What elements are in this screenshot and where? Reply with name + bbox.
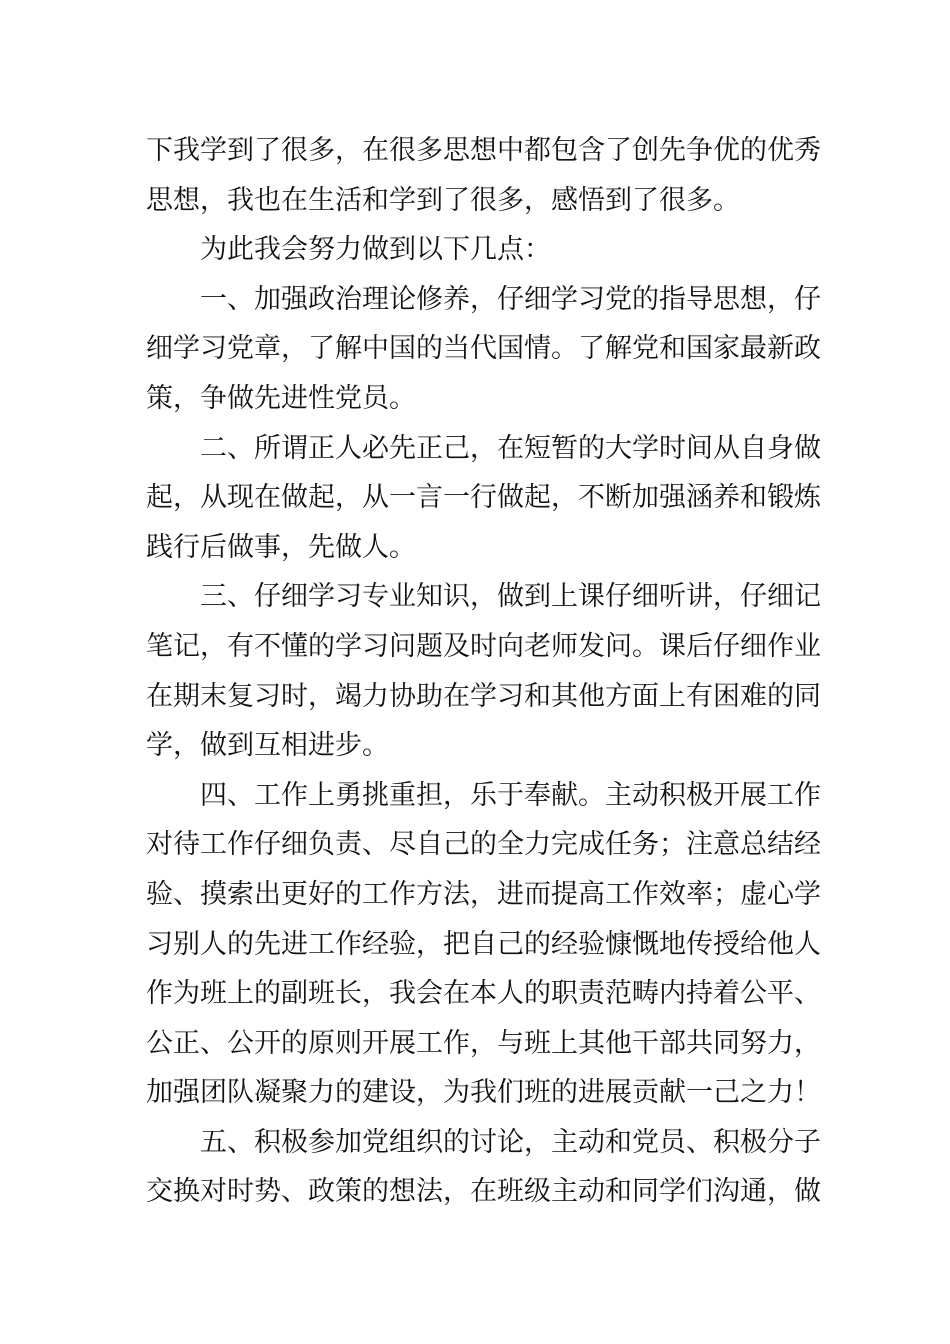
text-line: 对待工作仔细负责、尽自己的全力完成任务；注意总结经: [146, 829, 821, 861]
text-line: 在期末复习时，竭力协助在学习和其他方面上有困难的同: [146, 680, 821, 712]
text-line: 践行后做事，先做人。: [146, 531, 416, 563]
document-body: [146, 126, 821, 1217]
text-line: 公正、公开的原则开展工作，与班上其他干部共同努力，: [146, 1027, 821, 1059]
text-line: 学，做到互相进步。: [146, 730, 389, 762]
text-line: 习别人的先进工作经验，把自己的经验慷慨地传授给他人: [146, 928, 821, 960]
text-line: 二、所谓正人必先正己，在短暂的大学时间从自身做: [200, 432, 821, 464]
text-line: 验、摸索出更好的工作方法，进而提高工作效率；虚心学: [146, 878, 821, 910]
text-line: 为此我会努力做到以下几点：: [200, 234, 551, 266]
text-line: 笔记，有不懂的学习问题及时向老师发问。课后仔细作业: [146, 630, 821, 662]
text-line: 细学习党章，了解中国的当代国情。了解党和国家最新政: [146, 333, 821, 365]
text-line: 作为班上的副班长，我会在本人的职责范畴内持着公平、: [146, 978, 821, 1010]
text-line: 一、加强政治理论修养，仔细学习党的指导思想，仔: [200, 283, 821, 315]
text-line: 思想，我也在生活和学到了很多，感悟到了很多。: [146, 184, 740, 216]
text-line: 三、仔细学习专业知识，做到上课仔细听讲，仔细记: [200, 581, 821, 613]
text-line: 加强团队凝聚力的建设，为我们班的进展贡献一己之力！: [146, 1077, 821, 1109]
text-line: 五、积极参加党组织的讨论，主动和党员、积极分子: [200, 1126, 821, 1158]
text-line: 下我学到了很多，在很多思想中都包含了创先争优的优秀: [146, 135, 821, 166]
text-line: 四、工作上勇挑重担，乐于奉献。主动积极开展工作: [200, 779, 821, 811]
text-line: 交换对时势、政策的想法，在班级主动和同学们沟通，做: [146, 1176, 821, 1208]
text-line: 起，从现在做起，从一言一行做起，不断加强涵养和锻炼: [146, 482, 821, 514]
text-line: 策，争做先进性党员。: [146, 382, 416, 414]
